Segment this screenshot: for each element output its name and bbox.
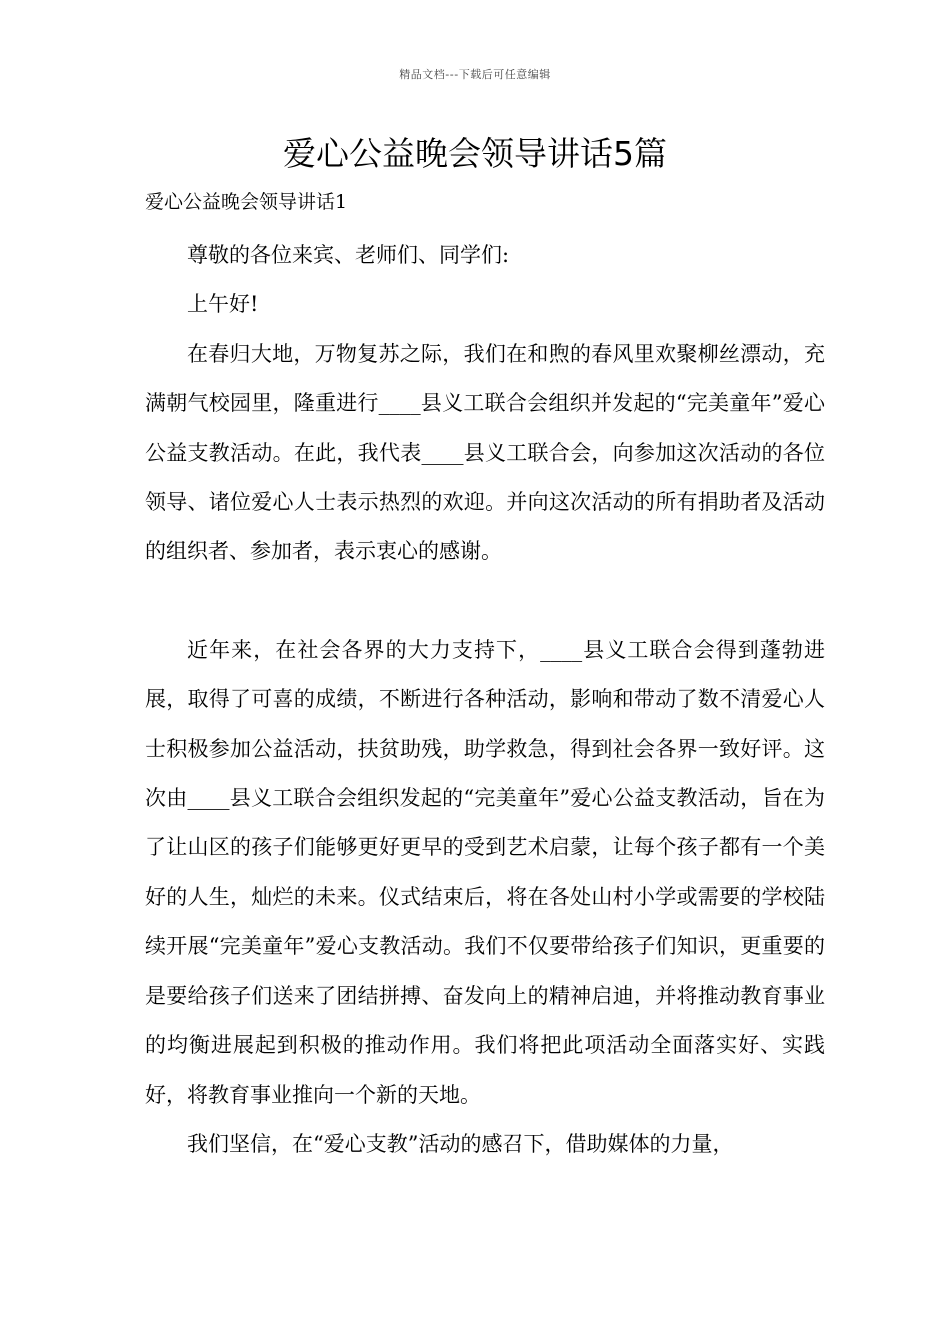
document-title: 爱心公益晚会领导讲话5篇 [283, 134, 667, 173]
paragraph-welcome: 在春归大地，万物复苏之际，我们在和煦的春风里欢聚柳丝漂动，充满朝气校园里，隆重进行____县义工联合会组织并发起的“完美童年”爱心公益支教活动。在此，我代表____县义工联合会，向参加这次活动的各位领导、诸位爱心人士表示热烈的欢迎。并向这次活动的所有捐助者及活动的组织者、参加者，表示衷心的感谢。 [145, 341, 825, 564]
paragraph-belief: 我们坚信，在“爱心支教”活动的感召下，借助媒体的力量， [187, 1131, 734, 1156]
document-body [145, 185, 825, 1169]
header-note: 精品文档---下载后可任意编辑 [399, 68, 551, 81]
paragraph-greeting: 上午好! [187, 292, 259, 317]
paragraph-salutation: 尊敬的各位来宾、老师们、同学们: [187, 243, 510, 267]
paragraph-achievements: 近年来，在社会各界的大力支持下，____县义工联合会得到蓬勃进展，取得了可喜的成绩，不断进行各种活动，影响和带动了数不清爱心人士积极参加公益活动，扶贫助残，助学救急，得到社会各界一致好评。这次由____县义工联合会组织发起的“完美童年”爱心公益支教活动，旨在为了让山区的孩子们能够更好更早的受到艺术启蒙，让每个孩子都有一个美好的人生，灿烂的未来。仪式结束后，将在各处山村小学或需要的学校陆续开展“完美童年”爱心支教活动。我们不仅要带给孩子们知识，更重要的是要给孩子们送来了团结拼搏、奋发向上的精神启迪，并将推动教育事业的均衡进展起到积极的推动作用。我们将把此项活动全面落实好、实践好，将教育事业推向一个新的天地。 [145, 637, 825, 1107]
section-heading: 爱心公益晚会领导讲话1 [145, 191, 348, 213]
